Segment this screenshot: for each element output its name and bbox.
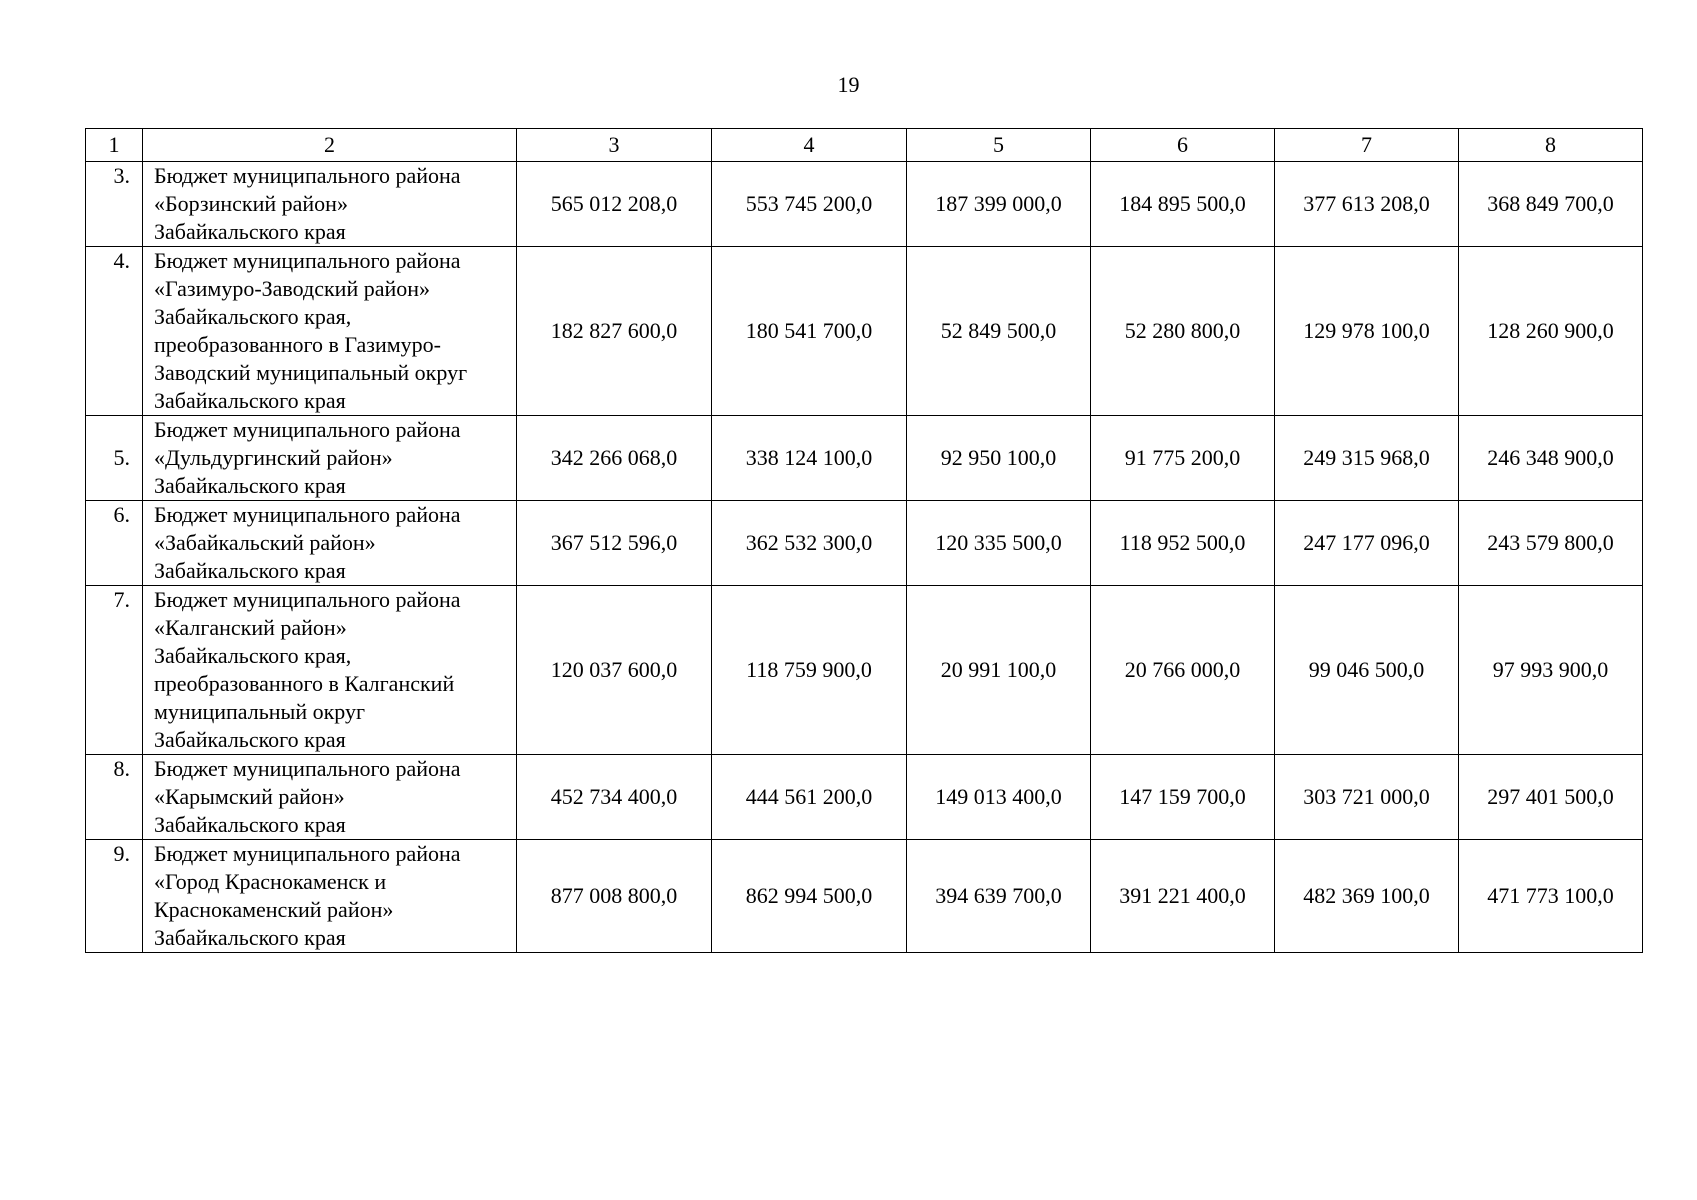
table-cell: 482 369 100,0 [1275, 840, 1459, 953]
table-cell: 444 561 200,0 [712, 755, 907, 840]
row-number: 8. [86, 755, 143, 840]
table-cell: 52 280 800,0 [1091, 247, 1275, 416]
budget-table [85, 128, 1643, 953]
table-cell: 303 721 000,0 [1275, 755, 1459, 840]
row-number: 7. [86, 586, 143, 755]
table-cell: 184 895 500,0 [1091, 162, 1275, 247]
table-cell: 118 952 500,0 [1091, 501, 1275, 586]
column-header: 7 [1275, 129, 1459, 162]
budget-name: Бюджет муниципального района «Забайкальский район» Забайкальского края [143, 501, 517, 586]
table-cell: 877 008 800,0 [517, 840, 712, 953]
table-cell: 342 266 068,0 [517, 416, 712, 501]
table-cell: 97 993 900,0 [1459, 586, 1643, 755]
table-cell: 368 849 700,0 [1459, 162, 1643, 247]
table-cell: 20 766 000,0 [1091, 586, 1275, 755]
row-number: 9. [86, 840, 143, 953]
table-row [86, 840, 1643, 953]
budget-name: Бюджет муниципального района «Борзинский район» Забайкальского края [143, 162, 517, 247]
column-header: 6 [1091, 129, 1275, 162]
row-number: 4. [86, 247, 143, 416]
table-cell: 297 401 500,0 [1459, 755, 1643, 840]
table-cell: 452 734 400,0 [517, 755, 712, 840]
table-cell: 247 177 096,0 [1275, 501, 1459, 586]
table-cell: 553 745 200,0 [712, 162, 907, 247]
budget-name: Бюджет муниципального района «Дульдургинский район» Забайкальского края [143, 416, 517, 501]
table-cell: 91 775 200,0 [1091, 416, 1275, 501]
table-cell: 187 399 000,0 [907, 162, 1091, 247]
table-cell: 182 827 600,0 [517, 247, 712, 416]
table-cell: 246 348 900,0 [1459, 416, 1643, 501]
table-cell: 128 260 900,0 [1459, 247, 1643, 416]
table-cell: 118 759 900,0 [712, 586, 907, 755]
row-number: 6. [86, 501, 143, 586]
table-cell: 362 532 300,0 [712, 501, 907, 586]
table-cell: 862 994 500,0 [712, 840, 907, 953]
page-number: 19 [837, 72, 860, 97]
table-cell: 243 579 800,0 [1459, 501, 1643, 586]
table-cell: 120 335 500,0 [907, 501, 1091, 586]
budget-name: Бюджет муниципального района «Карымский район» Забайкальского края [143, 755, 517, 840]
column-header: 1 [86, 129, 143, 162]
table-cell: 471 773 100,0 [1459, 840, 1643, 953]
table-cell: 180 541 700,0 [712, 247, 907, 416]
table-cell: 147 159 700,0 [1091, 755, 1275, 840]
budget-name: Бюджет муниципального района «Город Краснокаменск и Краснокаменский район» Забайкальского края [143, 840, 517, 953]
table-cell: 149 013 400,0 [907, 755, 1091, 840]
column-header: 3 [517, 129, 712, 162]
column-header: 4 [712, 129, 907, 162]
budget-name: Бюджет муниципального района «Газимуро-Заводский район» Забайкальского края, преобразованного в Газимуро- Заводский муниципальный округ Забайкальского края [143, 247, 517, 416]
table-cell: 129 978 100,0 [1275, 247, 1459, 416]
table-row [86, 162, 1643, 247]
table-cell: 565 012 208,0 [517, 162, 712, 247]
table-cell: 394 639 700,0 [907, 840, 1091, 953]
column-header: 8 [1459, 129, 1643, 162]
table-row [86, 501, 1643, 586]
table-cell: 92 950 100,0 [907, 416, 1091, 501]
budget-name: Бюджет муниципального района «Калганский район» Забайкальского края, преобразованного в Калганский муниципальный округ Забайкальского края [143, 586, 517, 755]
table-cell: 338 124 100,0 [712, 416, 907, 501]
table-row [86, 416, 1643, 501]
table-cell: 367 512 596,0 [517, 501, 712, 586]
table-cell: 20 991 100,0 [907, 586, 1091, 755]
table-cell: 120 037 600,0 [517, 586, 712, 755]
row-number: 5. [86, 416, 143, 501]
header-row [86, 129, 1643, 162]
row-number: 3. [86, 162, 143, 247]
table-row [86, 755, 1643, 840]
table-row [86, 586, 1643, 755]
table-cell: 377 613 208,0 [1275, 162, 1459, 247]
column-header: 5 [907, 129, 1091, 162]
table-cell: 52 849 500,0 [907, 247, 1091, 416]
table-cell: 249 315 968,0 [1275, 416, 1459, 501]
table-cell: 391 221 400,0 [1091, 840, 1275, 953]
table-row [86, 247, 1643, 416]
column-header: 2 [143, 129, 517, 162]
table-cell: 99 046 500,0 [1275, 586, 1459, 755]
